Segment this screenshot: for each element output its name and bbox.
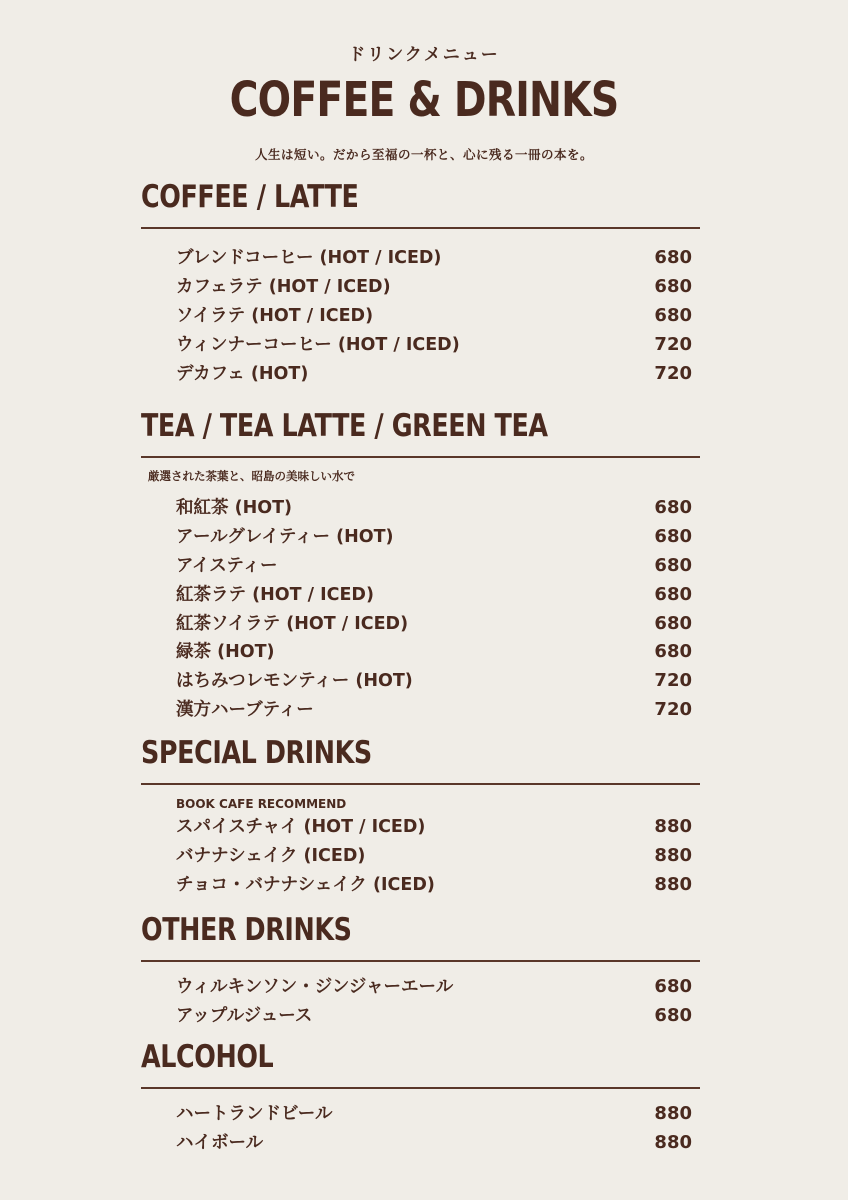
item-name: アップルジュース [176,1005,313,1026]
item-name: ウィンナーコーヒー (HOT / ICED) [176,334,460,355]
item-name: チョコ・バナナシェイク (ICED) [176,874,435,895]
item-name: 緑茶 (HOT) [176,642,275,663]
section-title: TEA / TEA LATTE / GREEN TEA [141,408,548,444]
item-price: 880 [654,1103,692,1124]
item-name: ウィルキンソン・ジンジャーエール [176,977,454,997]
item-price: 680 [654,554,692,576]
item-price: 720 [654,699,692,721]
item-price: 680 [654,525,692,547]
item-name: アイスティー [176,555,278,576]
menu-item [176,523,692,552]
menu-item [176,871,692,900]
menu-item [176,1129,692,1158]
item-name: ブレンドコーヒー (HOT / ICED) [176,248,442,268]
item-price: 680 [654,1004,692,1026]
menu-item [176,331,692,360]
item-name: 漢方ハーブティー [176,700,314,721]
item-price: 680 [654,976,692,997]
menu-title: COFFEE & DRINKS [229,72,619,128]
menu-item [176,1100,692,1129]
item-list [176,244,692,388]
item-price: 680 [654,583,692,605]
menu-item [176,494,692,523]
item-price: 880 [654,1131,692,1153]
section-divider [141,783,700,785]
item-name: はちみつレモンティー (HOT) [176,671,413,692]
item-name: バナナシェイク (ICED) [176,845,366,866]
item-name: デカフェ (HOT) [176,363,309,384]
item-name: 紅茶ラテ (HOT / ICED) [176,584,374,605]
item-list [176,973,692,1031]
section-title: OTHER DRINKS [141,912,352,948]
item-name: アールグレイティー (HOT) [176,526,394,547]
section-title: COFFEE / LATTE [141,179,359,215]
section-note: BOOK CAFE RECOMMEND [176,797,347,811]
menu-item [176,244,692,273]
section-special-drinks [141,733,700,895]
section-alcohol [141,1037,700,1153]
item-name: ソイラテ (HOT / ICED) [176,305,374,326]
item-price: 680 [654,497,692,518]
item-price: 880 [654,873,692,895]
item-price: 720 [654,362,692,384]
section-other-drinks [141,910,700,1026]
section-tea [141,406,700,721]
section-coffee-latte [141,177,700,384]
menu-item [176,973,692,1002]
section-divider [141,960,700,962]
section-divider [141,1087,700,1089]
item-price: 880 [654,844,692,866]
menu-item [176,552,692,581]
section-title: ALCOHOL [141,1039,274,1075]
menu-item [176,842,692,871]
menu-item [176,302,692,331]
menu-tagline: 人生は短い。だから至福の一杯と、心に残る一冊の本を。 [254,147,593,162]
item-name: ハートランドビール [176,1104,333,1124]
section-note: 厳選された茶葉と、昭島の美味しい水で [148,469,355,483]
section-title: SPECIAL DRINKS [141,735,372,771]
item-price: 680 [654,641,692,663]
section-divider [141,227,700,229]
item-name: スパイスチャイ (HOT / ICED) [176,817,426,837]
item-price: 680 [654,275,692,297]
section-divider [141,456,700,458]
item-name: 和紅茶 (HOT) [176,498,293,518]
item-name: カフェラテ (HOT / ICED) [176,276,391,297]
item-price: 680 [654,247,692,268]
menu-item [176,610,692,639]
item-price: 720 [654,333,692,355]
item-list [176,1100,692,1158]
menu-item [176,667,692,696]
item-price: 680 [654,612,692,634]
item-price: 680 [654,304,692,326]
item-name: 紅茶ソイラテ (HOT / ICED) [176,613,409,634]
menu-item [176,638,692,667]
menu-item [176,360,692,389]
item-name: ハイボール [176,1132,264,1153]
menu-subtitle-jp: ドリンクメニュー [348,45,500,65]
menu-item [176,813,692,842]
item-list [176,813,692,900]
item-list [176,494,692,725]
menu-item [176,273,692,302]
menu-item [176,581,692,610]
menu-item [176,696,692,725]
item-price: 720 [654,670,692,692]
item-price: 880 [654,816,692,837]
menu-item [176,1002,692,1031]
